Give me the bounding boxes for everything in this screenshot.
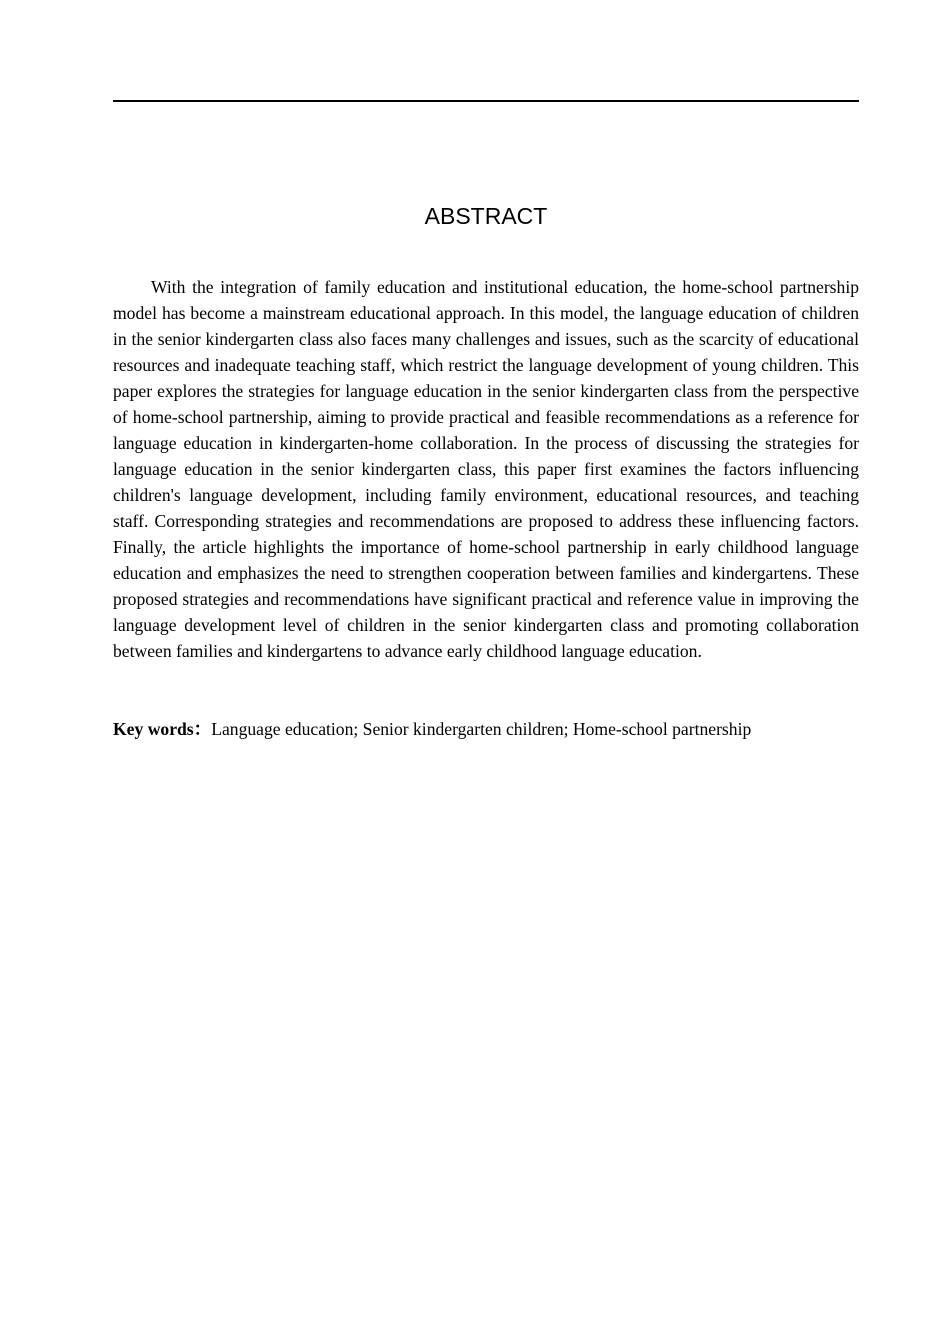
- keywords-line: [113, 716, 859, 742]
- abstract-body: With the integration of family education and institutional education, the home-school partnership model has become a mainstream educational approach. In this model, the language education of children in the senior kindergarten class also faces many challenges and issues, such as the scarcity of educational resources and inadequate teaching staff, which restrict the language development of young children. This paper explores the strategies for language education in the senior kindergarten class from the perspective of home-school partnership, aiming to provide practical and feasible recommendations as a reference for language education in kindergarten-home collaboration. In the process of discussing the strategies for language education in the senior kindergarten class, this paper first examines the factors influencing children's language development, including family environment, educational resources, and teaching staff. Corresponding strategies and recommendations are proposed to address these influencing factors. Finally, the article highlights the importance of home-school partnership in early childhood language education and emphasizes the need to strengthen cooperation between families and kindergartens. These proposed strategies and recommendations have significant practical and reference value in improving the language development level of children in the senior kindergarten class and promoting collaboration between families and kindergartens to advance early childhood language education.: [113, 277, 859, 661]
- abstract-title: ABSTRACT: [424, 203, 548, 229]
- header-rule: [113, 100, 859, 102]
- keywords-label: Key words：: [113, 719, 212, 739]
- keywords-text: Language education; Senior kindergarten children; Home-school partnership: [211, 719, 752, 739]
